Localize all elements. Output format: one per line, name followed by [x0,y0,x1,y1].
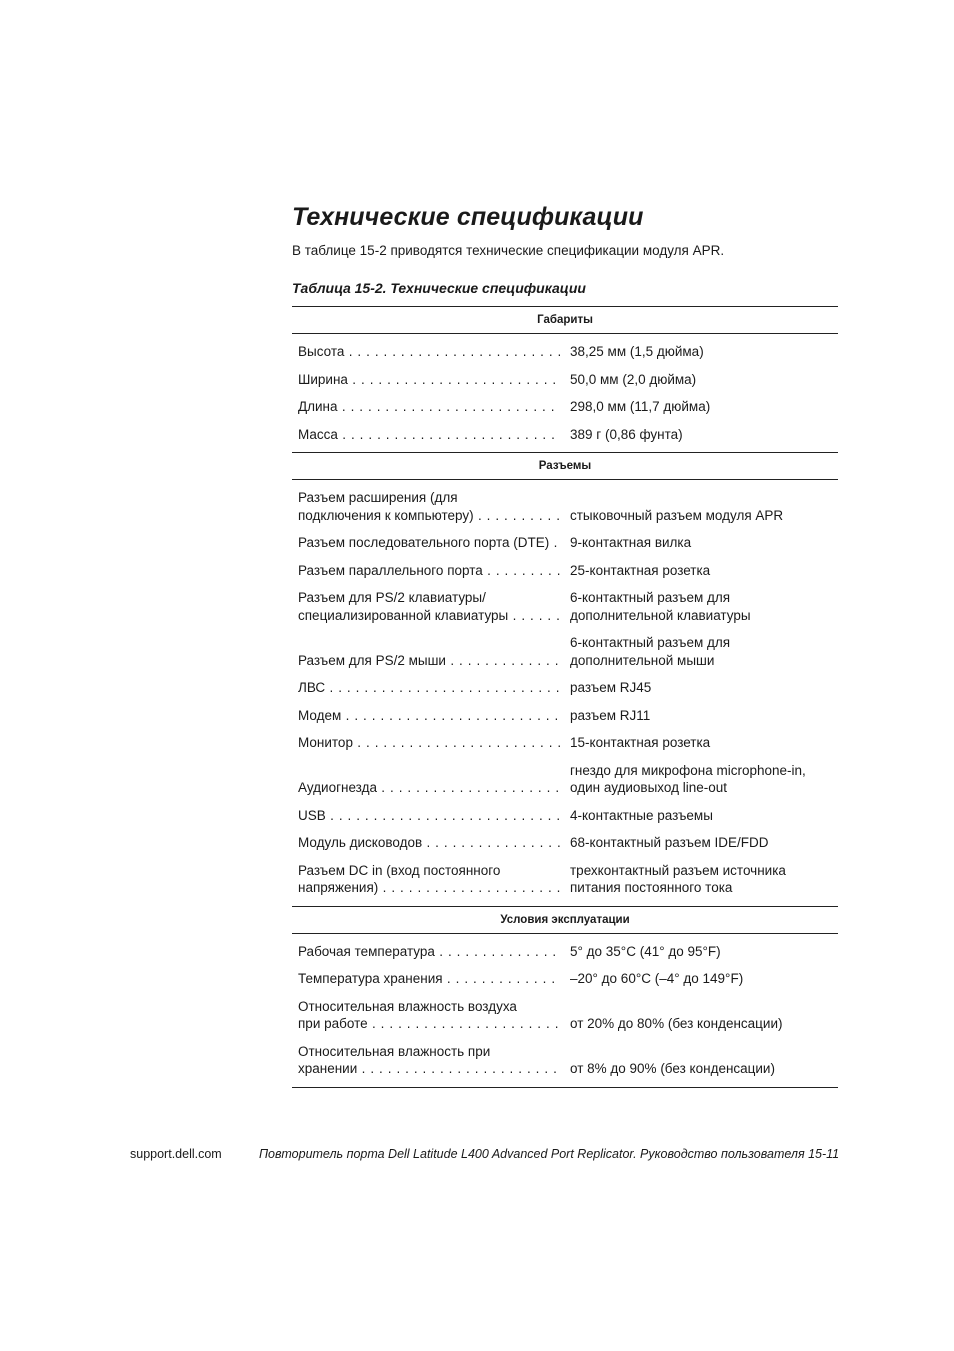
table-row [292,757,838,802]
param-value: 5° до 35°C (41° до 95°F) [570,943,721,959]
param-name [298,398,560,416]
param-name-line: Разъем DC in (вход постоянного [298,862,501,878]
param-name [298,734,560,752]
param-value: 4-контактные разъемы [570,807,713,823]
table-row [292,674,838,702]
table-caption: Таблица 15-2. Технические спецификации [292,280,586,296]
section-heading: Габариты [292,307,838,334]
table-row [292,857,838,902]
footer-url: support.dell.com [130,1147,222,1161]
table-section [292,452,838,906]
param-name-line: Аудиогнезда . . . [298,779,560,797]
param-name [298,807,560,825]
param-name-line: Масса . . . [298,426,560,444]
table-section [292,307,838,452]
table-row [292,584,838,629]
param-name-line: Разъем последовательного порта (DTE) . . . [298,534,560,552]
param-name [298,343,560,361]
param-name-line: Высота . . . [298,343,560,361]
param-name [298,589,560,624]
param-name [298,998,560,1033]
param-name [298,426,560,444]
param-value: 25-контактная розетка [570,562,711,578]
table-row [292,421,838,449]
table-row [292,529,838,557]
page-title: Технические спецификации [292,203,644,231]
table-row [292,938,838,966]
param-name-line: Ширина . . . [298,371,560,389]
param-value: от 8% до 90% (без конденсации) [570,1061,775,1076]
param-value: разъем RJ11 [570,707,651,723]
table-row [292,484,838,529]
param-name [298,371,560,389]
param-value: трехконтактный разъем источника питания постоянного тока [570,862,786,895]
param-name [298,652,560,670]
intro-paragraph: В таблице 15-2 приводятся технические спецификации модуля APR. [292,243,725,258]
footer-title: Повторитель порта Dell Latitude L400 Advanced Port Replicator. Руководство пользователя 15-11 [259,1147,840,1161]
param-name-line: Модем . . . [298,707,560,725]
table-section [292,906,838,1087]
param-value: 38,25 мм (1,5 дюйма) [570,344,704,359]
param-name-line: Температура хранения . . . [298,970,560,988]
param-value: разъем RJ45 [570,680,652,695]
param-value: 6-контактный разъем для дополнительной клавиатуры [570,590,751,623]
param-name-line: Монитор . . . [298,734,560,752]
param-name [298,970,560,988]
table-row [292,829,838,857]
param-name-line: Модуль дисководов . . . [298,834,560,852]
table-row [292,802,838,830]
param-name [298,943,560,961]
section-heading: Условия эксплуатации [292,906,838,934]
table-row [292,729,838,757]
param-name [298,834,560,852]
param-value: 50,0 мм (2,0 дюйма) [570,371,697,387]
param-name-line: Разъем параллельного порта . . . [298,562,560,580]
param-name-line: Разъем для PS/2 мыши . . . [298,652,560,670]
table-row [292,629,838,674]
table-row [292,338,838,366]
table-row [292,702,838,730]
param-name [298,534,560,552]
param-value: 298,0 мм (11,7 дюйма) [570,399,711,414]
param-name-line: напряжения) . . . [298,879,560,897]
param-value: 9-контактная вилка [570,535,692,550]
param-name [298,562,560,580]
table-row [292,993,838,1038]
param-name-line: Относительная влажность воздуха [298,998,517,1014]
param-name-line: Рабочая температура . . . [298,943,560,961]
spec-table [292,306,838,1088]
param-name-line: при работе . . . [298,1015,560,1033]
param-name [298,779,560,797]
param-name [298,489,560,524]
param-name-line: подключения к компьютеру) . . . [298,507,560,525]
param-name-line: Длина . . . [298,398,560,416]
param-value: 6-контактный разъем для дополнительной мыши [570,635,731,668]
param-name [298,1043,560,1078]
param-value: гнездо для микрофона microphone-in, один аудиовыход line-out [570,762,806,795]
param-name-line: Разъем для PS/2 клавиатуры/ [298,590,486,605]
param-name-line: Разъем расширения (для [298,490,458,505]
table-row [292,965,838,993]
param-name-line: ЛВС . . . [298,679,560,697]
param-value: стыковочный разъем модуля APR [570,507,784,523]
param-value: –20° до 60°C (–4° до 149°F) [570,971,744,986]
param-value: 15-контактная розетка [570,735,711,750]
table-row [292,557,838,585]
table-row [292,393,838,421]
param-value: 68-контактный разъем IDE/FDD [570,835,769,850]
table-row [292,366,838,394]
param-value: от 20% до 80% (без конденсации) [570,1016,783,1031]
param-name [298,679,560,697]
param-name [298,862,560,897]
param-name-line: специализированной клавиатуры . . . [298,607,560,625]
param-name [298,707,560,725]
param-name-line: Относительная влажность при [298,1043,491,1059]
section-heading: Разъемы [292,452,838,480]
table-row [292,1038,838,1083]
param-value: 389 г (0,86 фунта) [570,426,683,442]
param-name-line: хранении . . . [298,1060,560,1078]
param-name-line: USB . . . [298,807,560,825]
